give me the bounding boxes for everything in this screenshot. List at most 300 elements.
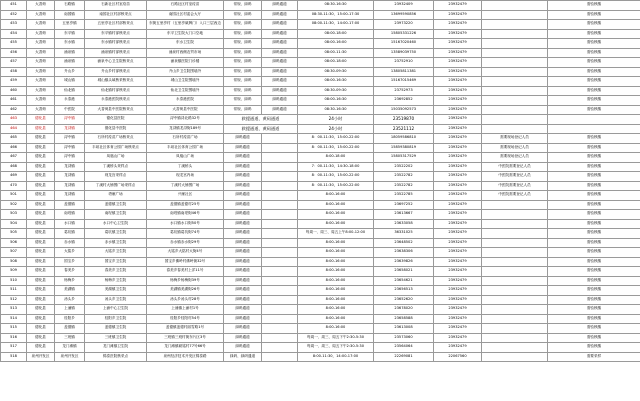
hours-cell: 8:00-16:00 [298,219,374,229]
table-row [1,134,640,144]
phone-cell: 15805331226 [374,29,434,39]
table-row [1,200,640,210]
category-cell: 绿码通道 [224,229,262,239]
region-cell: 大香荷 [27,86,55,96]
remark-cell: 需要采样 [548,352,640,362]
hotline-cell: 23932479 [434,105,482,115]
hotline-cell: 23932479 [434,333,482,343]
address-cell: 南埕镇南埕街46号 [147,210,224,220]
hours-cell: 08:00-16:00 [298,39,374,49]
address-cell: 龙门滩镇硕铭村77号66号 [147,343,224,353]
hotline-cell: 23932479 [434,58,482,68]
remark-cell: 需验核酸 [548,86,640,96]
table-row [1,276,640,286]
remark-cell: 需验核酸 [548,96,640,106]
hotline-cell: 23932479 [434,67,482,77]
category-cell: 常规、绿码 [224,39,262,49]
row-number: 503 [1,210,27,220]
table-row [1,343,640,353]
hotline-cell: 23932479 [434,191,482,201]
category-cell: 常规、绿码 [224,96,262,106]
category-cell: 绿码通道 [224,333,262,343]
hours-cell: 08:30-09:30 [298,86,374,96]
row-number: 457 [1,58,27,68]
region-cell: 德化县 [27,248,55,258]
remark-cell: 需验核酸 [548,29,640,39]
region-cell: 德化县 [27,305,55,315]
hours-cell: 24小时 [298,115,374,125]
category-cell: 常规、绿码 [224,67,262,77]
town-cell: 涌泉镇 [55,48,85,58]
channel-cell: 绿码通道 [262,1,298,11]
row-number: 465 [1,134,27,144]
hotline-cell: 23932479 [434,305,482,315]
remark-cell: 需验核酸 [548,248,640,258]
hotline-cell: 23932479 [434,219,482,229]
town-cell: 龙浔镇 [55,181,85,191]
channel-cell [262,200,298,210]
row-number: 510 [1,276,27,286]
note-cell [482,67,548,77]
region-cell: 德化县 [27,200,55,210]
site-name-cell: 三班镇卫生院 [85,333,147,343]
address-cell: 大香荷县中医院 [147,105,224,115]
site-name-cell: 石所村疫苗广场核采点 [85,134,147,144]
row-number: 461 [1,96,27,106]
hours-cell: 8:00-16:00 [298,276,374,286]
remark-cell [548,124,640,134]
remark-cell: 需验核酸 [548,238,640,248]
phone-cell: 23519870 [374,115,434,125]
site-name-cell: 永泰港医院核采点 [85,96,147,106]
site-name-cell: 石新社区村室疫苗 [85,1,147,11]
region-cell: 德化县 [27,134,55,144]
table-row [1,29,640,39]
note-cell [482,96,548,106]
address-cell: 龙浔镇龙浔街189号 [147,124,224,134]
town-cell: 升山乡 [55,67,85,77]
hours-cell: 8:00-11:30，14:00-17:00 [298,352,374,362]
phone-cell: 23521112 [374,124,434,134]
category-cell: 绿码通道 [224,143,262,153]
region-cell: 德化县 [27,153,55,163]
category-cell: 绿码通道 [224,343,262,353]
note-cell [482,200,548,210]
category-cell: 绿码通道 [224,153,262,163]
channel-cell [262,210,298,220]
hours-cell: 每周一、周三、周五上午8:00-12:00 [298,229,374,239]
phone-cell: 23639826 [374,257,434,267]
note-cell [482,305,548,315]
town-cell: 龙浔镇 [55,191,85,201]
address-cell: 杨梅乡杨梅街39号 [147,276,224,286]
remark-cell: 需验核酸 [548,162,640,172]
region-cell: 德化县 [27,257,55,267]
address-cell: 上涌镇上涌村1号 [147,305,224,315]
row-number: 504 [1,219,27,229]
town-cell: 仙北镇 [55,86,85,96]
phone-cell: 23522782 [374,172,434,182]
town-cell: 国宝乡 [55,257,85,267]
site-name-cell: 葛坑镇卫生院 [85,229,147,239]
site-name-cell: 水口中心卫生院 [85,219,147,229]
region-cell: 德化县 [27,295,55,305]
town-cell: 葛坑镇 [55,229,85,239]
channel-cell [262,314,298,324]
address-cell: 涌泉镇医院门诊楼 [147,58,224,68]
category-cell: 常规、绿码 [224,10,262,20]
category-cell: 绿码通道 [224,219,262,229]
site-name-cell: 五里亭社区村部核采点 [85,20,147,30]
hotline-cell: 22067560 [434,352,482,362]
table-row [1,286,640,296]
row-number: 513 [1,305,27,315]
hotline-cell: 23932479 [434,115,482,125]
note-cell [482,333,548,343]
hours-cell: 每周一、周三、周五下午2:30-5:30 [298,333,374,343]
channel-cell [262,162,298,172]
town-cell: 盖德镇 [55,324,85,334]
town-cell: 浔中镇 [55,143,85,153]
row-number: 515 [1,324,27,334]
row-number: 511 [1,286,27,296]
region-cell: 德化县 [27,181,55,191]
address-cell: 美湖镇美湖街26号 [147,286,224,296]
note-cell [482,324,548,334]
channel-cell [262,219,298,229]
site-name-cell: 东平镇村部核采点 [85,29,147,39]
address-cell: 盖德镇盖德村丽雪路1号 [147,324,224,334]
remark-cell: 需验核酸 [548,210,640,220]
hotline-cell: 23932479 [434,286,482,296]
category-cell: 绿码、绿码通道 [224,352,262,362]
row-number: 506 [1,238,27,248]
table-row [1,305,640,315]
note-cell [482,210,548,220]
region-cell: 大香荷 [27,10,55,20]
channel-cell [262,181,298,191]
site-name-cell: 涌泉镇村部核采点 [85,48,147,58]
category-cell: 绿码通道 [224,134,262,144]
address-cell: 盖德镇盖德村25号 [147,200,224,210]
row-number: 453 [1,20,27,30]
hours-cell: 8:00-16:00 [298,248,374,258]
hours-cell: 08:00-16:30 [298,77,374,87]
hours-cell: 24小时 [298,124,374,134]
site-name-cell: 丁溪村大铺围广场采样点 [85,181,147,191]
hotline-cell: 23932479 [434,314,482,324]
channel-cell: 绿码通道 [262,96,298,106]
row-number: 516 [1,333,27,343]
hotline-cell: 23932479 [434,181,482,191]
note-cell [482,105,548,115]
hotline-cell: 23932479 [434,295,482,305]
address-cell: 丁溪桥头 [147,162,224,172]
hours-cell: 08:30-16:30 [298,105,374,115]
hours-cell: 8：00-11:30，15:00-22:00 [298,181,374,191]
channel-cell [262,238,298,248]
town-cell: 龙浔镇 [55,162,85,172]
channel-cell: 绿码通道 [262,86,298,96]
phone-cell: 23633058 [374,219,434,229]
site-name-cell: 汤头乡卫生院 [85,295,147,305]
note-cell [482,295,548,305]
row-number: 459 [1,77,27,87]
town-cell: 中医院 [55,105,85,115]
table-row [1,58,640,68]
hours-cell: 8:00-16:00 [298,324,374,334]
note-cell [482,314,548,324]
table-row [1,96,640,106]
region-cell: 大香荷 [27,1,55,11]
site-name-cell: 盖德镇卫生院 [85,324,147,334]
channel-cell [262,267,298,277]
channel-cell [262,172,298,182]
region-cell: 大香荷 [27,39,55,49]
hours-cell: 8：00-11:30，15:00-22:00 [298,143,374,153]
region-cell: 大香荷 [27,105,55,115]
hotline-cell: 23932479 [434,172,482,182]
channel-cell: 绿码通道 [262,29,298,39]
hotline-cell: 23932479 [434,39,482,49]
category-cell: 常规、绿码 [224,1,262,11]
note-cell [482,39,548,49]
region-cell: 大香荷 [27,48,55,58]
channel-cell: 绿码通道 [262,105,298,115]
remark-cell: 需验核酸 [548,39,640,49]
site-name-cell: 美湖镇卫生院 [85,286,147,296]
address-cell: 南园社区村委会大厅 [147,10,224,20]
table-row [1,257,640,267]
row-number: 470 [1,181,27,191]
row-number: 514 [1,314,27,324]
channel-cell: 绿码通道 [262,58,298,68]
row-number: 508 [1,257,27,267]
hotline-cell: 23932479 [434,343,482,353]
site-name-cell: 锦泰医院核采点 [85,352,147,362]
row-number: 451 [1,1,27,11]
phone-cell: 15167020460 [374,39,434,49]
note-cell [482,86,548,96]
remark-cell: 需验核酸 [548,200,640,210]
site-name-cell: 城山镇头域核采核采点 [85,77,147,87]
channel-cell: 绿码通道 [262,39,298,49]
table-row [1,191,640,201]
channel-cell [262,257,298,267]
hotline-cell: 23932479 [434,1,482,11]
remark-cell: 需验核酸 [548,153,640,163]
address-cell: 涌泉村西侧农贸市场 [147,48,224,58]
table-row [1,295,640,305]
remark-cell: 需验核酸 [548,134,640,144]
address-cell: 石所村疫苗广场 [147,134,224,144]
note-cell [482,219,548,229]
category-cell: 常规、绿码 [224,29,262,39]
category-cell: 常规、绿码 [224,86,262,96]
channel-cell: 绿码通道 [262,67,298,77]
hotline-cell: 23932479 [434,210,482,220]
remark-cell: 需验核酸 [548,305,640,315]
note-cell [482,257,548,267]
channel-cell: 绿码通道 [262,48,298,58]
hours-cell: 08:30-09:30 [298,67,374,77]
table-row [1,219,640,229]
channel-cell [262,134,298,144]
hours-cell: 8:00-16:00 [298,267,374,277]
phone-cell: 13589039750 [374,48,434,58]
channel-cell [262,352,298,362]
remark-cell: 需验核酸 [548,343,640,353]
site-name-cell: 龙门滩镇卫生院 [85,343,147,353]
row-number: 502 [1,200,27,210]
table-row [1,267,640,277]
channel-cell: 绿码通道 [262,77,298,87]
category-cell: 绿码通道 [224,314,262,324]
hours-cell: 8:00-16:00 [298,305,374,315]
channel-cell [262,333,298,343]
category-cell: 绿码通道 [224,210,262,220]
table-row [1,333,640,343]
category-cell: 绿码通道 [224,295,262,305]
town-cell: 美湖镇 [55,286,85,296]
hours-cell: 8：00-11:30，15:00-22:00 [298,134,374,144]
remark-cell: 需验核酸 [548,229,640,239]
phone-cell: 15805317529 [374,153,434,163]
remark-cell: 需验核酸 [548,191,640,201]
category-cell: 绿码通道 [224,267,262,277]
row-number: 501 [1,191,27,201]
channel-cell [262,295,298,305]
phone-cell: 23522785 [374,191,434,201]
region-cell: 德化县 [27,219,55,229]
phone-cell: 22269081 [374,352,434,362]
region-cell: 德化县 [27,210,55,220]
note-cell [482,352,548,362]
region-cell: 德化县 [27,238,55,248]
region-cell: 大香荷 [27,20,55,30]
hours-cell: 8:00-16:00 [298,200,374,210]
phone-cell: 23656513 [374,286,434,296]
site-name-cell: 杨梅乡卫生院 [85,276,147,286]
phone-cell: 23654621 [374,276,434,286]
phone-cell: 15035092573 [374,105,434,115]
region-cell: 大香荷 [27,58,55,68]
region-cell: 大香荷 [27,29,55,39]
phone-cell: 23692852 [374,96,434,106]
row-number: 466 [1,143,27,153]
region-cell: 大香荷 [27,77,55,87]
remark-cell: 需验核酸 [548,48,640,58]
site-name-cell: 凤凰山广场 [85,153,147,163]
table-row [1,352,640,362]
site-name-cell: 国宝乡卫生院 [85,257,147,267]
channel-cell [262,276,298,286]
hours-cell: 08:30-16:30 [298,1,374,11]
category-cell: 常规、绿码 [224,77,262,87]
town-cell: 浔中镇 [55,134,85,144]
town-cell: 石路镇 [55,1,85,11]
table-row [1,115,640,125]
hotline-cell: 23932479 [434,77,482,87]
hours-cell: 8:00-18:00 [298,153,374,163]
table-row [1,229,640,239]
address-cell: 丰坦社区体育公园广场 [147,143,224,153]
address-cell: 国宝乡佛岭村佛岭街32号 [147,257,224,267]
note-cell [482,58,548,68]
region-cell: 德化县 [27,324,55,334]
phone-cell: 23573060 [374,333,434,343]
region-cell: 德化县 [27,115,55,125]
region-cell: 德化县 [27,267,55,277]
row-number: 456 [1,48,27,58]
phone-cell: 23638306 [374,248,434,258]
region-cell: 大香荷 [27,96,55,106]
table-row [1,20,640,30]
hours-cell: 每周一、周三、周五下午2:30-5:30 [298,343,374,353]
phone-cell: 13805811381 [374,67,434,77]
category-cell: 绿码通道 [224,191,262,201]
hours-cell: 8:00-16:00 [298,286,374,296]
hotline-cell: 23932479 [434,48,482,58]
town-cell: 盖德镇 [55,200,85,210]
note-cell [482,29,548,39]
site-name-cell: 德化县中医院 [85,124,147,134]
remark-cell: 需验核酸 [548,67,640,77]
note-cell [482,48,548,58]
town-cell: 泉州开发区 [55,352,85,362]
region-cell: 德化县 [27,314,55,324]
address-cell: 赤水镇赤水街29号 [147,238,224,248]
site-name-cell: 东水镇村部核采点 [85,39,147,49]
phone-cell: 23658021 [374,267,434,277]
phone-cell: 13699590856 [374,10,434,20]
note-cell [482,10,548,20]
hours-cell: 7：00-11:30，14:30-18:00 [298,162,374,172]
note-cell: 需要现场登记人员 [482,143,548,153]
channel-cell [262,286,298,296]
site-name-cell: 大香荷县中医院核采点 [85,105,147,115]
hours-cell: 8:00-16:00 [298,191,374,201]
hours-cell: 08:00-11:30、14:00-17:00 [298,20,374,30]
address-cell: 仙北卫生院围墙外 [147,86,224,96]
address-cell: 葛坑镇葛坑街74号 [147,229,224,239]
town-cell: 大铭乡 [55,248,85,258]
row-number: 454 [1,29,27,39]
category-cell: 绿码通道 [224,181,262,191]
address-cell: 东水卫生院 [147,39,224,49]
site-name-cell: 丰坦社区体育公园广场核采点 [85,143,147,153]
note-cell: 需要现场登记人员 [482,134,548,144]
hours-cell: 8：00-11:30，15:00-22:00 [298,172,374,182]
address-cell: 东街五里亭村（五里亭崴牌门）入口三层西边 [147,20,224,30]
row-number: 512 [1,295,27,305]
town-cell: 杨梅乡 [55,276,85,286]
site-name-cell: 丁溪桥头采样点 [85,162,147,172]
table-row [1,105,640,115]
hotline-cell: 23932479 [434,324,482,334]
table-row [1,1,640,11]
remark-cell: 需验核酸 [548,143,640,153]
hotline-cell: 23932479 [434,229,482,239]
table-row [1,181,640,191]
note-cell [482,286,548,296]
region-cell: 德化县 [27,172,55,182]
remark-cell: 需验核酸 [548,267,640,277]
channel-cell [262,324,298,334]
town-cell: 五里亭镇 [55,20,85,30]
row-number: 469 [1,172,27,182]
remark-cell: 需验核酸 [548,324,640,334]
